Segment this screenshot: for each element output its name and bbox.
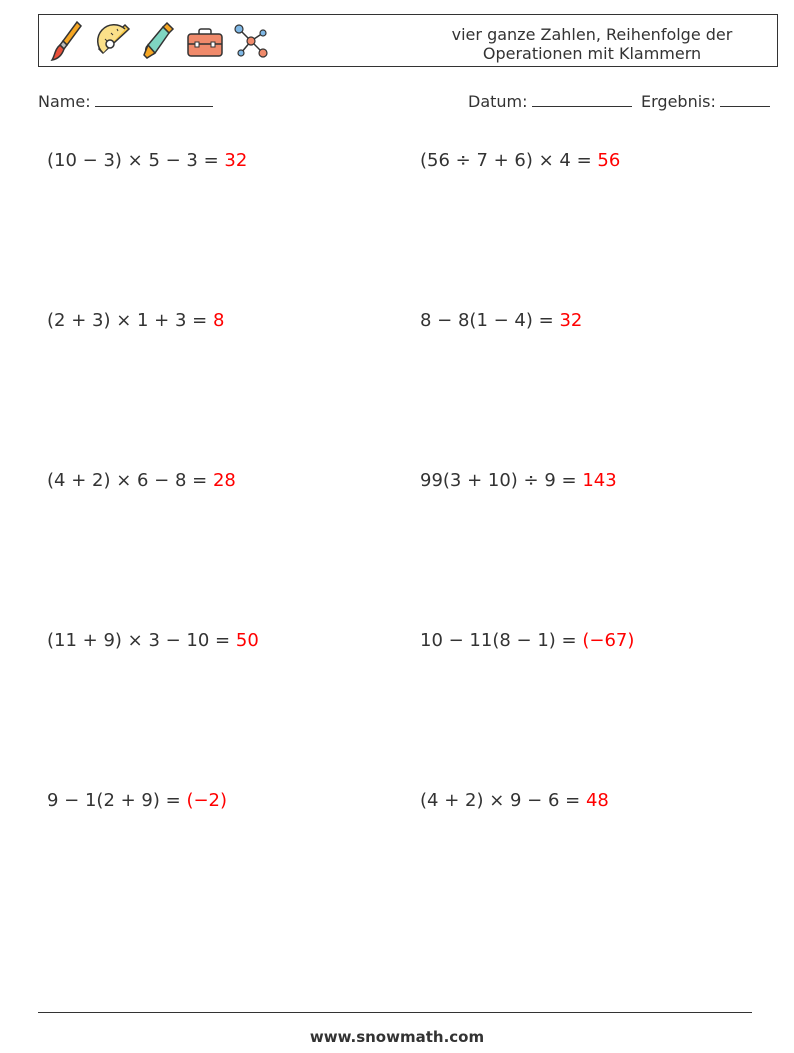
problem-6 bbox=[420, 470, 617, 491]
problem-expression: (56 ÷ 7 + 6) × 4 = bbox=[420, 150, 592, 171]
problem-4 bbox=[420, 310, 582, 331]
name-blank[interactable] bbox=[95, 92, 213, 107]
worksheet-title bbox=[427, 25, 757, 63]
paintbrush-icon bbox=[47, 19, 87, 63]
problem-answer: 50 bbox=[235, 630, 259, 651]
date-blank[interactable] bbox=[532, 92, 632, 107]
date-label: Datum: bbox=[468, 92, 528, 111]
problem-expression: (4 + 2) × 9 − 6 = bbox=[420, 790, 581, 811]
problem-expression: 10 − 11(8 − 1) = bbox=[420, 630, 577, 651]
problem-10 bbox=[420, 790, 609, 811]
problem-expression: (4 + 2) × 6 − 8 = bbox=[47, 470, 208, 491]
problem-expression: 9 − 1(2 + 9) = bbox=[47, 790, 181, 811]
problem-answer: (−67) bbox=[582, 630, 635, 651]
problem-expression: (2 + 3) × 1 + 3 = bbox=[47, 310, 208, 331]
problem-answer: 8 bbox=[212, 310, 225, 331]
problem-expression: 99(3 + 10) ÷ 9 = bbox=[420, 470, 577, 491]
problem-5 bbox=[47, 470, 236, 491]
result-label: Ergebnis: bbox=[641, 92, 716, 111]
problem-answer: 56 bbox=[597, 150, 621, 171]
date-field bbox=[468, 92, 632, 111]
problem-answer: (−2) bbox=[186, 790, 228, 811]
result-field bbox=[641, 92, 770, 111]
problem-answer: 32 bbox=[559, 310, 583, 331]
briefcase-icon bbox=[185, 19, 225, 63]
problem-2 bbox=[420, 150, 620, 171]
footer-url[interactable]: www.snowmath.com bbox=[309, 1028, 485, 1046]
problem-7 bbox=[47, 630, 259, 651]
highlighter-icon bbox=[139, 19, 179, 63]
name-label: Name: bbox=[38, 92, 91, 111]
problem-answer: 143 bbox=[582, 470, 617, 491]
worksheet-header bbox=[38, 14, 778, 67]
problem-expression: 8 − 8(1 − 4) = bbox=[420, 310, 554, 331]
name-field bbox=[38, 92, 213, 111]
problem-3 bbox=[47, 310, 224, 331]
problem-answer: 48 bbox=[585, 790, 609, 811]
molecule-icon bbox=[231, 19, 271, 63]
header-icons bbox=[47, 19, 271, 63]
problem-9 bbox=[47, 790, 227, 811]
problem-expression: (10 − 3) × 5 − 3 = bbox=[47, 150, 219, 171]
title-line-2: Operationen mit Klammern bbox=[482, 44, 702, 63]
protractor-icon bbox=[93, 19, 133, 63]
result-blank[interactable] bbox=[720, 92, 770, 107]
problem-answer: 28 bbox=[212, 470, 236, 491]
problem-answer: 32 bbox=[224, 150, 248, 171]
footer-divider bbox=[38, 1012, 752, 1013]
title-line-1: vier ganze Zahlen, Reihenfolge der bbox=[451, 25, 733, 44]
problem-8 bbox=[420, 630, 634, 651]
problem-expression: (11 + 9) × 3 − 10 = bbox=[47, 630, 231, 651]
problem-1 bbox=[47, 150, 247, 171]
